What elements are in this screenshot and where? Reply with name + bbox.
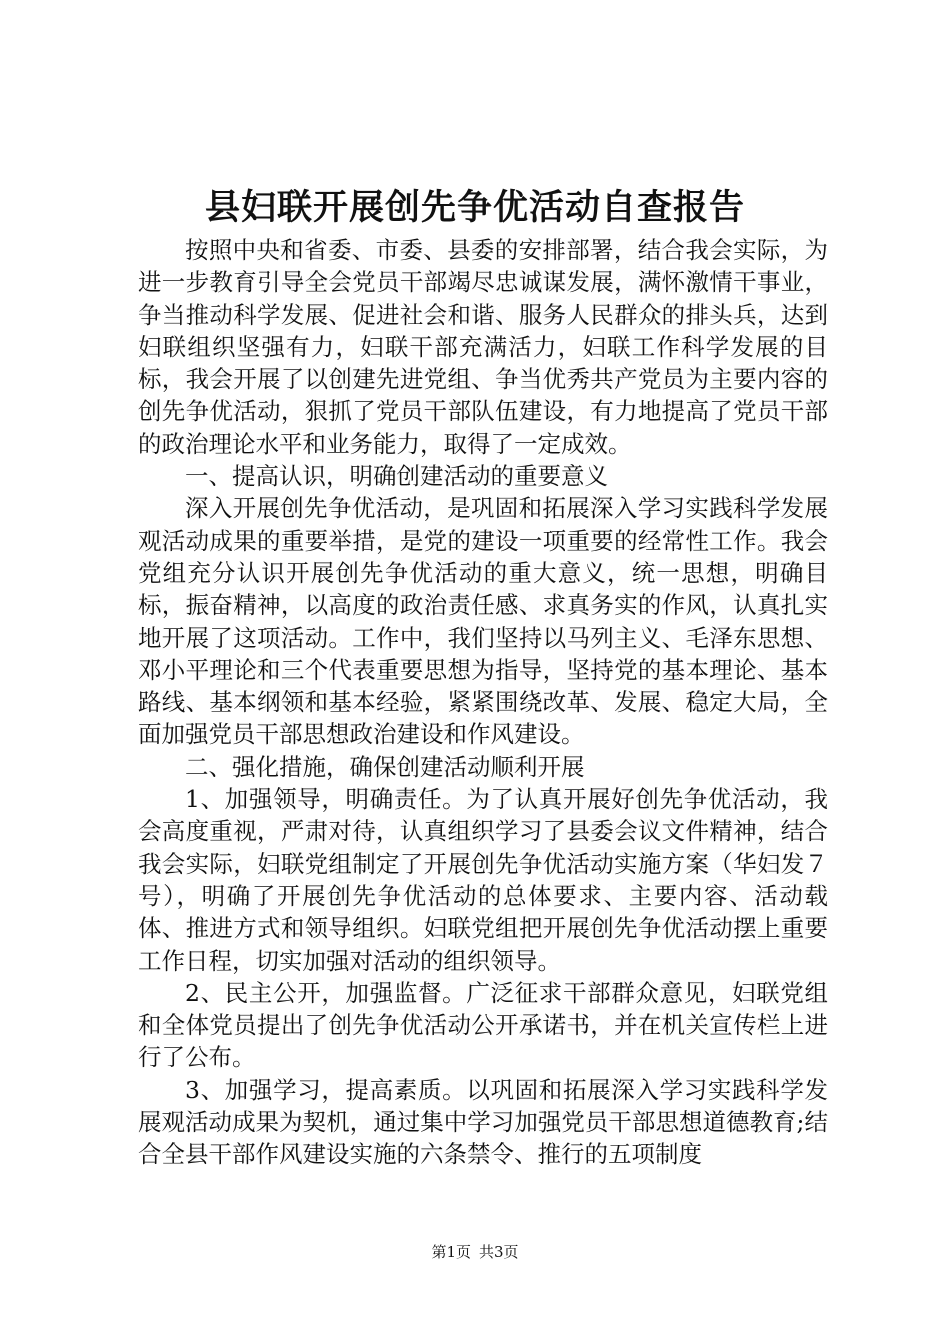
section-heading-2: 二、强化措施，确保创建活动顺利开展	[185, 752, 585, 781]
page-number: 第1页	[431, 1243, 471, 1261]
page-total: 共3页	[479, 1243, 519, 1261]
item-3-paragraph: 3、加强学习，提高素质。以巩固和拓展深入学习实践科学发展观活动成果为契机，通过集中学习加强党员干部思想道德教育;结合全县干部作风建设实施的六条禁令、推行的五项制度	[138, 1075, 828, 1169]
page-footer	[0, 1242, 950, 1262]
document-title: 县妇联开展创先争优活动自查报告	[204, 187, 745, 228]
item-1-paragraph: 1、加强领导，明确责任。为了认真开展好创先争优活动，我会高度重视，严肃对待，认真组织学习了县委会议文件精神，结合我会实际，妇联党组制定了开展创先争优活动实施方案（华妇发７号），明确了开展创先争优活动的总体要求、主要内容、活动载体、推进方式和领导组织。妇联党组把开展创先争优活动摆上重要工作日程，切实加强对活动的组织领导。	[138, 785, 828, 975]
intro-paragraph: 按照中央和省委、市委、县委的安排部署，结合我会实际，为进一步教育引导全会党员干部竭尽忠诚谋发展，满怀激情干事业，争当推动科学发展、促进社会和谐、服务人民群众的排头兵，达到妇联组织坚强有力，妇联干部充满活力，妇联工作科学发展的目标，我会开展了以创建先进党组、争当优秀共产党员为主要内容的创先争优活动，狠抓了党员干部队伍建设，有力地提高了党员干部的政治理论水平和业务能力，取得了一定成效。	[138, 236, 828, 458]
section-heading-1: 一、提高认识，明确创建活动的重要意义	[185, 462, 608, 491]
section-1-paragraph: 深入开展创先争优活动，是巩固和拓展深入学习实践科学发展观活动成果的重要举措，是党的建设一项重要的经常性工作。我会党组充分认识开展创先争优活动的重大意义，统一思想，明确目标，振奋精神，以高度的政治责任感、求真务实的作风，认真扎实地开展了这项活动。工作中，我们坚持以马列主义、毛泽东思想、邓小平理论和三个代表重要思想为指导，坚持党的基本理论、基本路线、基本纲领和基本经验，紧紧围绕改革、发展、稳定大局，全面加强党员干部思想政治建设和作风建设。	[138, 494, 828, 749]
item-2-paragraph: 2、民主公开，加强监督。广泛征求干部群众意见，妇联党组和全体党员提出了创先争优活动公开承诺书，并在机关宣传栏上进行了公布。	[138, 978, 828, 1072]
document-body	[138, 234, 828, 1171]
